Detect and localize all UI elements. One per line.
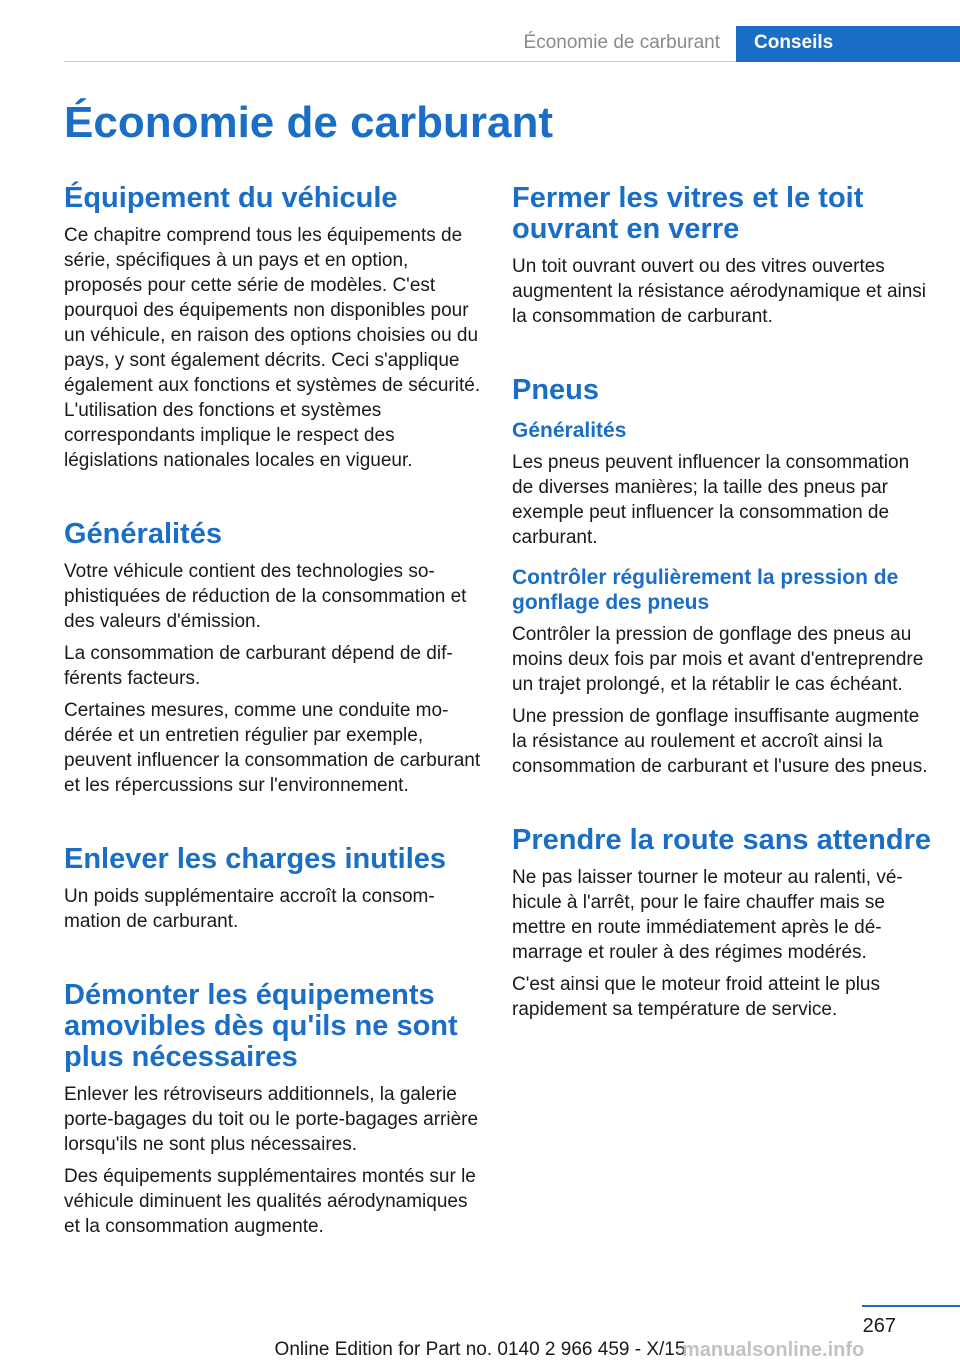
paragraph: Votre véhicule contient des technologies sophistiquées de réduction de la consommation et des valeurs d'émission. bbox=[64, 561, 467, 632]
section-heading-charges: Enlever les charges inutiles bbox=[64, 843, 447, 875]
header-chapter-tab: Conseils bbox=[736, 26, 960, 62]
paragraph: C'est ainsi que le moteur froid atteint le plus rapidement sa température de service. bbox=[512, 974, 880, 1020]
paragraph: Des équipements supplémentaires montés sur le véhicule diminuent les qualités aérodynamiques et la consommation augmente. bbox=[64, 1166, 476, 1237]
section-heading-equipement: Équipement du véhicule bbox=[64, 182, 398, 214]
page-title: Économie de carburant bbox=[64, 98, 554, 147]
page-number: 267 bbox=[862, 1315, 896, 1337]
subheading-pression: Contrôler régulièrement la pression de gonflage des pneus bbox=[512, 566, 899, 614]
paragraph: Contrôler la pression de gonflage des pneus au moins deux fois par mois et avant d'entreprendre un trajet prolongé, et la rétablir le cas échéant. bbox=[512, 624, 924, 695]
paragraph: Ce chapitre comprend tous les équipements de série, spécifiques à un pays et en option, proposés pour cette série de modèles. C'est pourquoi des équipements non disponibles pour un véhicule, en raison des options choisies ou du pays, y sont également décrits. Ceci s'applique également aux fonctions et systèmes de sécurité. L'utilisation des fonctions et systèmes correspondants implique le respect des législations nationales locales en vigueur. bbox=[64, 225, 481, 471]
footer-divider bbox=[862, 1305, 960, 1307]
paragraph: Un poids supplémentaire accroît la consommation de carburant. bbox=[64, 886, 435, 932]
subheading-generalites: Généralités bbox=[512, 419, 627, 442]
paragraph: La consommation de carburant dépend de différents facteurs. bbox=[64, 643, 453, 689]
right-column bbox=[512, 183, 932, 1022]
paragraph: Enlever les rétroviseurs additionnels, la galerie porte-bagages du toit ou le porte-bagages arrière lorsqu'ils ne sont plus nécessaires. bbox=[64, 1084, 479, 1155]
paragraph: Ne pas laisser tourner le moteur au ralenti, véhicule à l'arrêt, pour le faire chauffer mais se mettre en route immédiatement après le démarrage et rouler à des régimes modérés. bbox=[512, 867, 903, 963]
watermark: manualsonline.info bbox=[682, 1339, 865, 1361]
paragraph: Une pression de gonflage insuffisante augmente la résistance au roulement et accroît ainsi la consommation de carburant et l'usure des pneus. bbox=[512, 706, 928, 777]
section-heading-pneus: Pneus bbox=[512, 374, 600, 406]
section-heading-demonter: Démonter les équipements amovibles dès qu'ils ne sont plus nécessaires bbox=[64, 979, 458, 1073]
footer-edition-text: Online Edition for Part no. 0140 2 966 459 - X/15 bbox=[274, 1339, 686, 1360]
header-section-title: Économie de carburant bbox=[523, 32, 720, 53]
section-heading-vitres: Fermer les vitres et le toit ouvrant en verre bbox=[512, 182, 864, 245]
paragraph: Certaines mesures, comme une conduite modérée et un entretien régulier par exemple, peuvent influencer la consommation de carburant et les répercussions sur l'environnement. bbox=[64, 700, 481, 796]
paragraph: Un toit ouvrant ouvert ou des vitres ouvertes augmentent la résistance aérodynamique et ainsi la consommation de carburant. bbox=[512, 256, 927, 327]
header-divider bbox=[64, 61, 736, 62]
section-heading-generalites: Généralités bbox=[64, 518, 222, 550]
left-column bbox=[64, 183, 482, 1239]
paragraph: Les pneus peuvent influencer la consommation de diverses manières; la taille des pneus par exemple peut influencer la consommation de carburant. bbox=[512, 452, 910, 548]
section-heading-route: Prendre la route sans attendre bbox=[512, 824, 932, 856]
